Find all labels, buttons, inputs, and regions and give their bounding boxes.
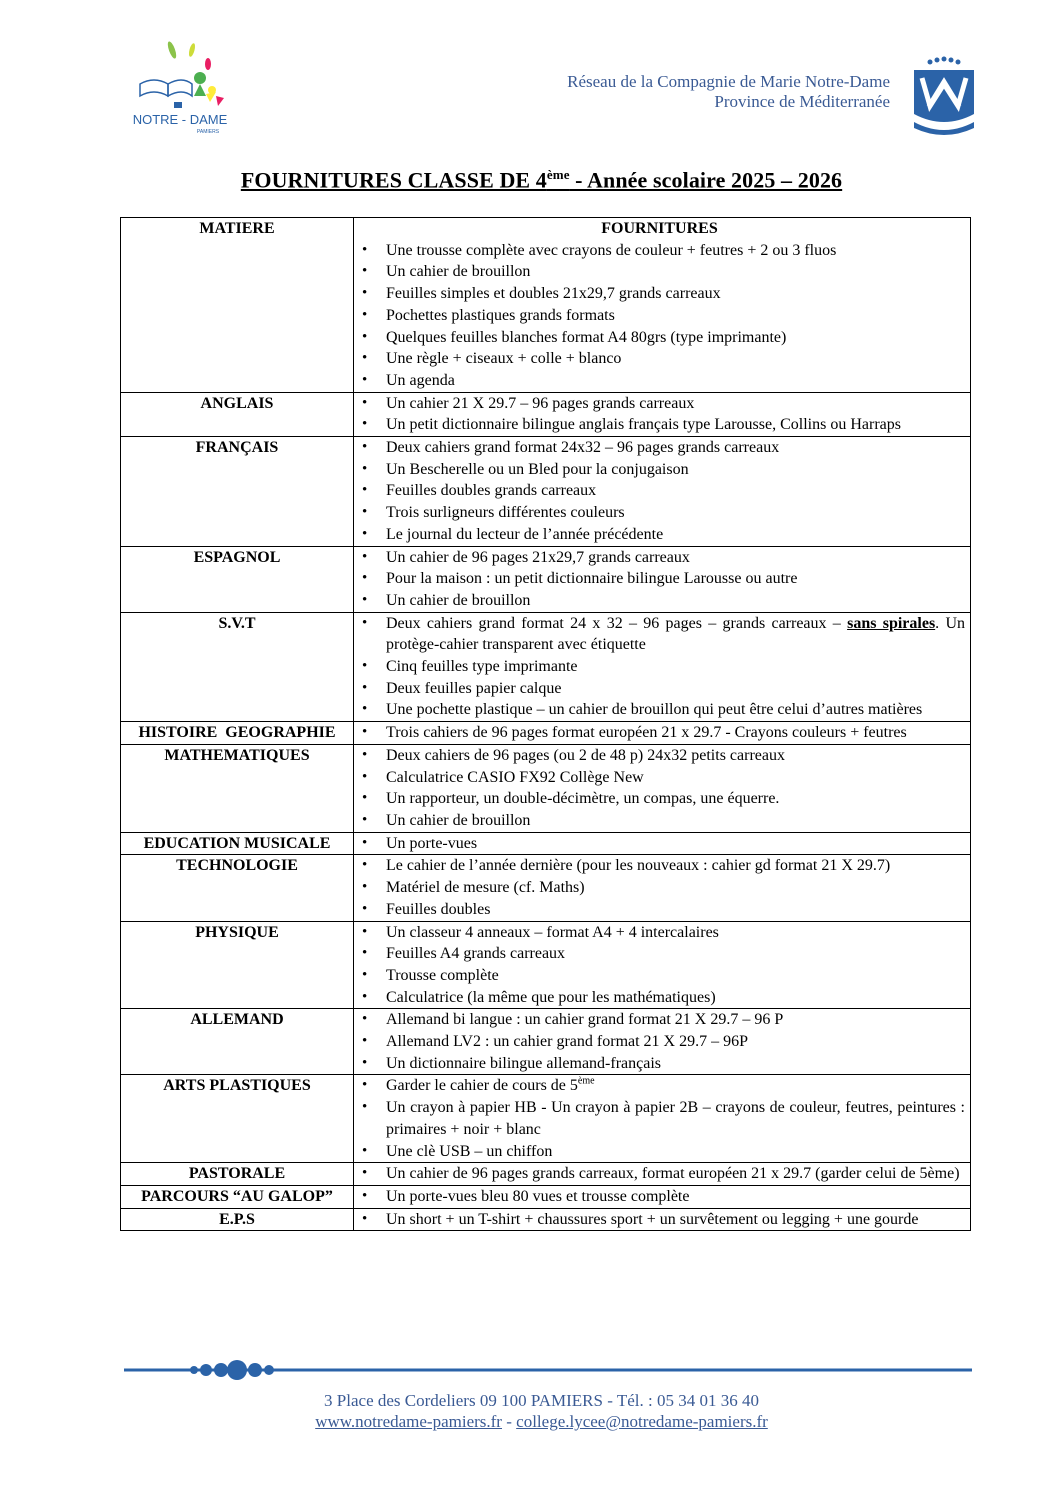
svt-item-text-b: . Un protège-cahier transparent avec étiquette: [386, 614, 966, 654]
table-row: [121, 437, 971, 547]
subject-cell: ANGLAIS: [121, 392, 354, 436]
items-cell: [354, 855, 971, 921]
footer-address: 3 Place des Cordeliers 09 100 PAMIERS - Tél. : 05 34 01 36 40: [324, 1391, 759, 1410]
table-row: [121, 612, 971, 722]
list-item: • Un cahier de 96 pages grands carreaux, format européen 21 x 29.7 (garder celui de 5ème): [354, 1163, 965, 1185]
subject-cell: E.P.S: [121, 1208, 354, 1231]
subject-header: MATIERE: [121, 218, 354, 393]
list-item: • Deux cahiers de 96 pages (ou 2 de 48 p) 24x32 petits carreaux: [354, 745, 965, 767]
items-cell: [354, 921, 971, 1009]
arts-item-sup: ème: [577, 1076, 595, 1088]
list-item: • Un dictionnaire bilingue allemand-français: [354, 1053, 965, 1075]
arts-item-text: Garder le cahier de cours de 5: [386, 1077, 578, 1095]
header-text: [567, 72, 890, 112]
table-row: [121, 832, 971, 855]
table-row: [121, 546, 971, 612]
list-item: • Pour la maison : un petit dictionnaire bilingue Larousse ou autre: [354, 568, 965, 590]
table-row: [121, 744, 971, 832]
list-item: [354, 1075, 965, 1097]
footer-separator: -: [501, 1412, 517, 1431]
list-item: • Un cahier de brouillon: [354, 261, 965, 283]
logo-left-sub: PAMIERS: [196, 129, 220, 135]
items-cell: [354, 1075, 971, 1163]
footer-divider: [124, 1358, 972, 1382]
list-item: [354, 613, 965, 656]
network-logo: [906, 56, 982, 136]
items-cell: [354, 612, 971, 722]
title-suffix: - Année scolaire 2025 – 2026: [569, 167, 843, 193]
page-title: [0, 167, 1058, 193]
website-link[interactable]: www.notredame-pamiers.fr: [315, 1412, 502, 1431]
list-item: • Calculatrice CASIO FX92 Collège New: [354, 767, 965, 789]
list-item: • Un cahier 21 X 29.7 – 96 pages grands carreaux: [354, 393, 965, 415]
list-item: • Deux cahiers grand format 24x32 – 96 pages grands carreaux: [354, 437, 965, 459]
subject-cell: MATHEMATIQUES: [121, 744, 354, 832]
list-item: • Un porte-vues bleu 80 vues et trousse complète: [354, 1186, 965, 1208]
subject-cell: FRANÇAIS: [121, 437, 354, 547]
list-item: • Calculatrice (la même que pour les mathématiques): [354, 987, 965, 1009]
subject-cell: PASTORALE: [121, 1163, 354, 1186]
items-cell: [354, 1163, 971, 1186]
school-logo: [130, 36, 230, 136]
items-cell: [354, 744, 971, 832]
table-row: [121, 1009, 971, 1075]
list-item: • Trois surligneurs différentes couleurs: [354, 502, 965, 524]
table-row: [121, 921, 971, 1009]
footer-links: [0, 1411, 1058, 1432]
list-item: • Trousse complète: [354, 965, 965, 987]
table-row: [121, 1185, 971, 1208]
list-item: • Une clè USB – un chiffon: [354, 1141, 965, 1163]
subject-cell: ESPAGNOL: [121, 546, 354, 612]
list-item: • Feuilles A4 grands carreaux: [354, 943, 965, 965]
list-item: • Le cahier de l’année dernière (pour les nouveaux : cahier gd format 21 X 29.7): [354, 855, 965, 877]
subject-cell: S.V.T: [121, 612, 354, 722]
items-cell: [354, 546, 971, 612]
list-item: • Un crayon à papier HB - Un crayon à papier 2B – crayons de couleur, feutres, peintures : primaires + noir + blanc: [354, 1097, 965, 1140]
list-item: • Un Bescherelle ou un Bled pour la conjugaison: [354, 459, 965, 481]
items-cell: [354, 392, 971, 436]
items-cell: [354, 1208, 971, 1231]
list-item: • Un porte-vues: [354, 833, 965, 855]
list-item: • Un agenda: [354, 370, 965, 392]
list-item: • Matériel de mesure (cf. Maths): [354, 877, 965, 899]
list-item: • Feuilles simples et doubles 21x29,7 grands carreaux: [354, 283, 965, 305]
list-item: • Deux feuilles papier calque: [354, 678, 965, 700]
list-item: • Allemand bi langue : un cahier grand format 21 X 29.7 – 96 P: [354, 1009, 965, 1031]
items-header: FOURNITURES: [601, 220, 718, 237]
items-cell: [354, 832, 971, 855]
list-item: • Un cahier de brouillon: [354, 590, 965, 612]
email-link[interactable]: college.lycee@notredame-pamiers.fr: [516, 1412, 768, 1431]
svt-item-text-a: Deux cahiers grand format 24 x 32 – 96 pages – grands carreaux –: [386, 614, 848, 632]
list-item: • Un cahier de brouillon: [354, 810, 965, 832]
list-item: • Pochettes plastiques grands formats: [354, 305, 965, 327]
logo-left-text: NOTRE - DAME: [132, 112, 228, 127]
items-header-cell: [354, 218, 971, 393]
list-item: • Un rapporteur, un double-décimètre, un compas, une équerre.: [354, 788, 965, 810]
list-item: • Feuilles doubles: [354, 899, 965, 921]
subject-cell: TECHNOLOGIE: [121, 855, 354, 921]
list-item: • Quelques feuilles blanches format A4 80grs (type imprimante): [354, 327, 965, 349]
subject-cell: ALLEMAND: [121, 1009, 354, 1075]
items-cell: [354, 437, 971, 547]
items-cell: [354, 1185, 971, 1208]
list-item: • Un classeur 4 anneaux – format A4 + 4 intercalaires: [354, 922, 965, 944]
subject-cell: HISTOIRE GEOGRAPHIE: [121, 722, 354, 745]
list-item: • Un cahier de 96 pages 21x29,7 grands carreaux: [354, 547, 965, 569]
list-item: • Un petit dictionnaire bilingue anglais français type Larousse, Collins ou Harraps: [354, 414, 965, 436]
items-cell: [354, 1009, 971, 1075]
table-row: [121, 722, 971, 745]
table-row: [121, 1163, 971, 1186]
list-item: • Un short + un T-shirt + chaussures sport + un survêtement ou legging + une gourde: [354, 1209, 965, 1231]
subject-cell: PHYSIQUE: [121, 921, 354, 1009]
list-item: • Le journal du lecteur de l’année précédente: [354, 524, 965, 546]
table-row-header: [121, 218, 971, 393]
list-item: • Cinq feuilles type imprimante: [354, 656, 965, 678]
list-item: • Une pochette plastique – un cahier de brouillon qui peut être celui d’autres matières: [354, 699, 965, 721]
title-prefix: FOURNITURES CLASSE DE 4: [240, 167, 547, 193]
subject-cell: PARCOURS “AU GALOP”: [121, 1185, 354, 1208]
footer: [0, 1390, 1058, 1432]
table-row: [121, 855, 971, 921]
subject-cell: EDUCATION MUSICALE: [121, 832, 354, 855]
subject-cell: ARTS PLASTIQUES: [121, 1075, 354, 1163]
supplies-table: [120, 217, 971, 1231]
svt-item-emphasis: sans spirales: [847, 614, 936, 632]
list-item: • Allemand LV2 : un cahier grand format 21 X 29.7 – 96P: [354, 1031, 965, 1053]
list-item: • Une trousse complète avec crayons de couleur + feutres + 2 ou 3 fluos: [354, 240, 965, 262]
table-row: [121, 1208, 971, 1231]
list-item: • Trois cahiers de 96 pages format européen 21 x 29.7 - Crayons couleurs + feutres: [354, 722, 965, 744]
table-row: [121, 1075, 971, 1163]
province-name: Province de Méditerranée: [714, 92, 890, 111]
list-item: • Une règle + ciseaux + colle + blanco: [354, 348, 965, 370]
title-sup: ème: [546, 167, 570, 182]
network-name: Réseau de la Compagnie de Marie Notre-Dame: [567, 72, 890, 91]
list-item: • Feuilles doubles grands carreaux: [354, 480, 965, 502]
items-cell: [354, 722, 971, 745]
table-row: [121, 392, 971, 436]
